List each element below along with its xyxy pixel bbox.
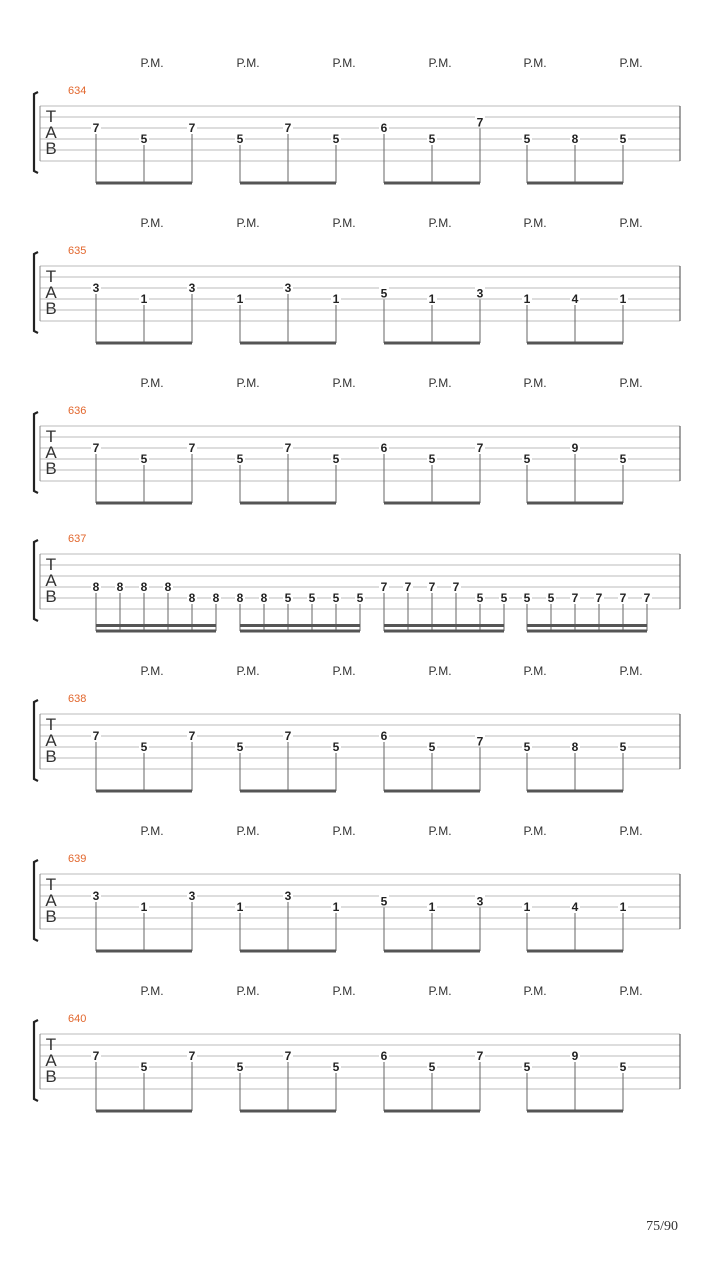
fret-number: 6 <box>380 121 388 135</box>
beam <box>384 950 480 953</box>
beam <box>240 630 360 633</box>
staff-system <box>34 664 680 793</box>
fret-number: 4 <box>571 292 579 306</box>
measure-number: 638 <box>68 693 87 705</box>
tab-clef-letter: B <box>45 139 57 158</box>
beam <box>384 790 480 793</box>
system-bracket <box>34 700 38 781</box>
staff-system <box>34 376 680 505</box>
fret-number: 7 <box>571 591 579 605</box>
beam <box>96 950 192 953</box>
fret-number: 1 <box>523 292 531 306</box>
beam <box>96 502 192 505</box>
palm-mute-marking: P.M. <box>523 216 547 230</box>
palm-mute-marking: P.M. <box>619 376 643 390</box>
beat-group <box>379 580 509 633</box>
beat-group <box>91 1049 197 1113</box>
system-bracket <box>34 1020 38 1101</box>
tab-clef-letter: B <box>45 299 57 318</box>
fret-number: 7 <box>452 580 460 594</box>
palm-mute-marking: P.M. <box>332 56 356 70</box>
measure-number: 636 <box>68 405 87 417</box>
fret-number: 5 <box>619 132 627 146</box>
fret-number: 5 <box>428 452 436 466</box>
staff-system <box>34 216 680 345</box>
fret-number: 8 <box>188 591 196 605</box>
fret-number: 1 <box>428 292 436 306</box>
palm-mute-marking: P.M. <box>140 824 164 838</box>
tab-clef-letter: T <box>45 1035 57 1054</box>
palm-mute-marking: P.M. <box>140 664 164 678</box>
fret-number: 7 <box>476 1049 484 1063</box>
fret-number: 3 <box>92 281 100 295</box>
fret-number: 5 <box>236 740 244 754</box>
fret-number: 8 <box>116 580 124 594</box>
palm-mute-marking: P.M. <box>332 664 356 678</box>
beam-secondary <box>96 624 216 627</box>
palm-mute-marking: P.M. <box>428 664 452 678</box>
fret-number: 6 <box>380 441 388 455</box>
fret-number: 7 <box>188 1049 196 1063</box>
palm-mute-marking: P.M. <box>428 56 452 70</box>
beat-group <box>522 1049 628 1113</box>
beat-group <box>235 889 341 953</box>
beam <box>240 790 336 793</box>
beat-group <box>379 895 485 953</box>
fret-number: 8 <box>571 740 579 754</box>
palm-mute-marking: P.M. <box>332 824 356 838</box>
beat-group <box>379 1049 485 1113</box>
beam <box>527 182 623 185</box>
beat-group <box>235 729 341 793</box>
beat-group <box>522 591 652 633</box>
fret-number: 7 <box>188 729 196 743</box>
beat-group <box>379 287 485 345</box>
palm-mute-marking: P.M. <box>332 984 356 998</box>
fret-number: 7 <box>188 441 196 455</box>
fret-number: 5 <box>428 740 436 754</box>
fret-number: 3 <box>92 889 100 903</box>
fret-number: 7 <box>619 591 627 605</box>
palm-mute-marking: P.M. <box>236 824 260 838</box>
beat-group <box>91 441 197 505</box>
fret-number: 3 <box>284 889 292 903</box>
beat-group <box>522 441 628 505</box>
system-bracket <box>34 412 38 493</box>
staff-system <box>34 533 680 633</box>
beat-group <box>91 281 197 345</box>
beat-group <box>91 889 197 953</box>
tab-clef-letter: T <box>45 427 57 446</box>
beam <box>384 182 480 185</box>
fret-number: 5 <box>523 591 531 605</box>
beam <box>527 950 623 953</box>
palm-mute-marking: P.M. <box>236 56 260 70</box>
fret-number: 8 <box>212 591 220 605</box>
beat-group <box>522 740 628 793</box>
fret-number: 1 <box>523 900 531 914</box>
fret-number: 7 <box>284 121 292 135</box>
beat-group <box>235 281 341 345</box>
fret-number: 7 <box>595 591 603 605</box>
fret-number: 8 <box>164 580 172 594</box>
fret-number: 1 <box>140 900 148 914</box>
fret-number: 7 <box>380 580 388 594</box>
beam <box>96 790 192 793</box>
palm-mute-marking: P.M. <box>523 56 547 70</box>
fret-number: 5 <box>332 1060 340 1074</box>
system-bracket <box>34 540 38 621</box>
beam <box>527 790 623 793</box>
fret-number: 3 <box>188 889 196 903</box>
beat-group <box>522 132 628 185</box>
beam <box>240 182 336 185</box>
palm-mute-marking: P.M. <box>619 984 643 998</box>
beam <box>96 182 192 185</box>
beam <box>527 342 623 345</box>
beat-group <box>91 729 197 793</box>
beam-secondary <box>384 624 504 627</box>
beat-group <box>91 580 221 633</box>
palm-mute-marking: P.M. <box>332 376 356 390</box>
palm-mute-marking: P.M. <box>523 984 547 998</box>
beam <box>384 630 504 633</box>
fret-number: 5 <box>140 1060 148 1074</box>
fret-number: 5 <box>356 591 364 605</box>
beam-secondary <box>527 624 647 627</box>
fret-number: 5 <box>500 591 508 605</box>
tab-clef-letter: T <box>45 267 57 286</box>
fret-number: 1 <box>140 292 148 306</box>
fret-number: 1 <box>236 292 244 306</box>
fret-number: 1 <box>619 900 627 914</box>
fret-number: 1 <box>236 900 244 914</box>
fret-number: 1 <box>428 900 436 914</box>
fret-number: 5 <box>140 132 148 146</box>
beam <box>384 502 480 505</box>
fret-number: 3 <box>284 281 292 295</box>
beam <box>96 1110 192 1113</box>
beat-group <box>522 900 628 953</box>
fret-number: 7 <box>92 729 100 743</box>
beam <box>240 502 336 505</box>
tab-clef-letter: A <box>45 123 57 142</box>
tab-clef-letter: T <box>45 107 57 126</box>
palm-mute-marking: P.M. <box>236 664 260 678</box>
fret-number: 5 <box>140 452 148 466</box>
fret-number: 5 <box>476 591 484 605</box>
fret-number: 5 <box>619 1060 627 1074</box>
beam <box>96 342 192 345</box>
measure-number: 634 <box>68 85 87 97</box>
beat-group <box>235 1049 341 1113</box>
fret-number: 7 <box>476 734 484 749</box>
beam <box>384 342 480 345</box>
fret-number: 5 <box>523 740 531 754</box>
palm-mute-marking: P.M. <box>619 56 643 70</box>
tab-clef-letter: B <box>45 1067 57 1086</box>
fret-number: 7 <box>284 729 292 743</box>
beat-group <box>91 121 197 185</box>
fret-number: 7 <box>92 121 100 135</box>
fret-number: 5 <box>523 132 531 146</box>
measure-number: 637 <box>68 533 87 545</box>
measure-number: 635 <box>68 245 87 257</box>
page-number: 75/90 <box>646 1219 678 1234</box>
palm-mute-marking: P.M. <box>332 216 356 230</box>
beat-group <box>522 292 628 345</box>
system-bracket <box>34 92 38 173</box>
beat-group <box>379 729 485 793</box>
fret-number: 7 <box>428 580 436 594</box>
palm-mute-marking: P.M. <box>236 984 260 998</box>
beam <box>527 502 623 505</box>
staff-system <box>34 984 680 1113</box>
palm-mute-marking: P.M. <box>140 56 164 70</box>
palm-mute-marking: P.M. <box>428 376 452 390</box>
fret-number: 1 <box>619 292 627 306</box>
tab-clef-letter: A <box>45 891 57 910</box>
beam <box>384 1110 480 1113</box>
beat-group <box>235 591 365 633</box>
palm-mute-marking: P.M. <box>523 664 547 678</box>
tab-clef-letter: B <box>45 459 57 478</box>
fret-number: 7 <box>476 441 484 455</box>
palm-mute-marking: P.M. <box>140 376 164 390</box>
palm-mute-marking: P.M. <box>619 216 643 230</box>
fret-number: 5 <box>308 591 316 605</box>
fret-number: 7 <box>476 115 484 130</box>
staff-system <box>34 56 680 185</box>
tab-clef-letter: T <box>45 715 57 734</box>
fret-number: 5 <box>332 132 340 146</box>
fret-number: 7 <box>188 121 196 135</box>
beat-group <box>235 121 341 185</box>
fret-number: 5 <box>332 591 340 605</box>
fret-number: 5 <box>523 452 531 466</box>
fret-number: 5 <box>140 740 148 754</box>
system-bracket <box>34 252 38 333</box>
fret-number: 5 <box>236 132 244 146</box>
tab-clef-letter: B <box>45 747 57 766</box>
fret-number: 8 <box>140 580 148 594</box>
palm-mute-marking: P.M. <box>236 376 260 390</box>
fret-number: 6 <box>380 1049 388 1063</box>
fret-number: 7 <box>284 1049 292 1063</box>
beat-group <box>379 441 485 505</box>
tab-clef-letter: A <box>45 1051 57 1070</box>
beat-group <box>235 441 341 505</box>
beam <box>527 1110 623 1113</box>
palm-mute-marking: P.M. <box>428 216 452 230</box>
fret-number: 5 <box>428 1060 436 1074</box>
fret-number: 1 <box>332 292 340 306</box>
fret-number: 7 <box>92 1049 100 1063</box>
fret-number: 8 <box>571 132 579 146</box>
fret-number: 1 <box>332 900 340 914</box>
fret-number: 7 <box>92 441 100 455</box>
palm-mute-marking: P.M. <box>428 984 452 998</box>
beam <box>96 630 216 633</box>
tab-clef-letter: T <box>45 875 57 894</box>
palm-mute-marking: P.M. <box>140 984 164 998</box>
fret-number: 3 <box>476 286 484 301</box>
fret-number: 8 <box>260 591 268 605</box>
fret-number: 5 <box>619 452 627 466</box>
fret-number: 5 <box>619 740 627 754</box>
palm-mute-marking: P.M. <box>428 824 452 838</box>
fret-number: 9 <box>571 1049 579 1063</box>
fret-number: 5 <box>523 1060 531 1074</box>
fret-number: 3 <box>188 281 196 295</box>
fret-number: 4 <box>571 900 579 914</box>
tab-clef-letter: A <box>45 283 57 302</box>
palm-mute-marking: P.M. <box>140 216 164 230</box>
beam <box>240 950 336 953</box>
fret-number: 7 <box>643 591 651 605</box>
palm-mute-marking: P.M. <box>523 824 547 838</box>
palm-mute-marking: P.M. <box>619 664 643 678</box>
tab-clef-letter: B <box>45 587 57 606</box>
fret-number: 7 <box>404 580 412 594</box>
fret-number: 5 <box>284 591 292 605</box>
palm-mute-marking: P.M. <box>523 376 547 390</box>
beam <box>527 630 647 633</box>
fret-number: 5 <box>380 286 388 301</box>
fret-number: 5 <box>332 452 340 466</box>
measure-number: 640 <box>68 1013 87 1025</box>
tab-clef-letter: A <box>45 571 57 590</box>
fret-number: 7 <box>284 441 292 455</box>
fret-number: 9 <box>571 441 579 455</box>
palm-mute-marking: P.M. <box>236 216 260 230</box>
palm-mute-marking: P.M. <box>619 824 643 838</box>
beam <box>240 342 336 345</box>
fret-number: 8 <box>236 591 244 605</box>
fret-number: 5 <box>380 894 388 909</box>
fret-number: 5 <box>547 591 555 605</box>
fret-number: 5 <box>428 132 436 146</box>
tab-clef-letter: A <box>45 443 57 462</box>
fret-number: 6 <box>380 729 388 743</box>
fret-number: 3 <box>476 894 484 909</box>
tab-clef-letter: A <box>45 731 57 750</box>
staff-system <box>34 824 680 953</box>
fret-number: 5 <box>332 740 340 754</box>
fret-number: 5 <box>236 452 244 466</box>
beam <box>240 1110 336 1113</box>
system-bracket <box>34 860 38 941</box>
fret-number: 8 <box>92 580 100 594</box>
beam-secondary <box>240 624 360 627</box>
tab-clef-letter: B <box>45 907 57 926</box>
measure-number: 639 <box>68 853 87 865</box>
tab-clef-letter: T <box>45 555 57 574</box>
fret-number: 5 <box>236 1060 244 1074</box>
